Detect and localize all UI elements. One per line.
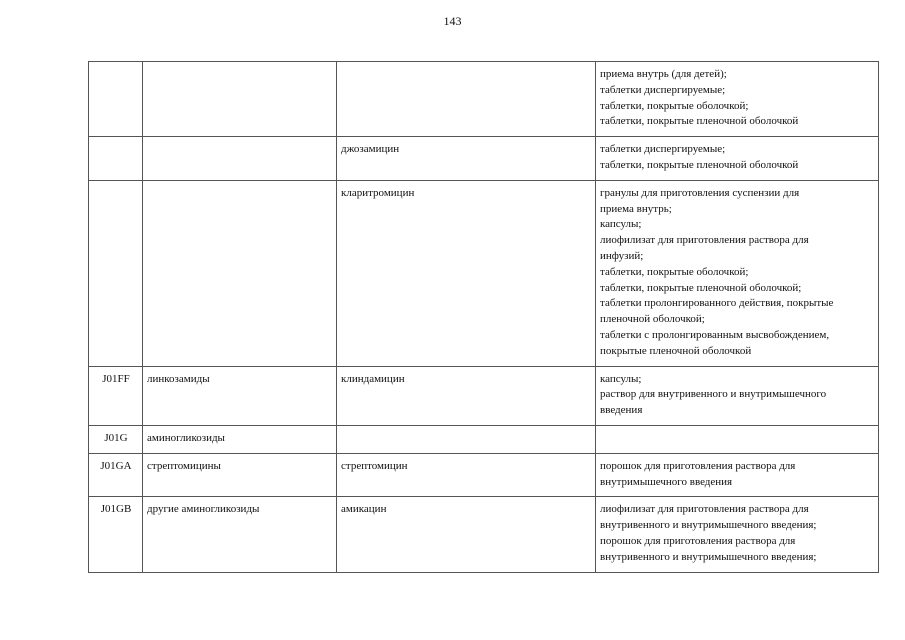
group-name-cell: линкозамиды <box>143 366 337 425</box>
atc-code-cell: J01GB <box>89 497 143 572</box>
atc-code-cell <box>89 137 143 181</box>
dosage-form-line: внутримышечного введения <box>600 475 733 488</box>
dosage-form-line: внутривенного и внутримышечного введения; <box>600 550 817 563</box>
atc-code-cell: J01FF <box>89 366 143 425</box>
drug-table <box>88 61 879 573</box>
table-row <box>89 497 879 572</box>
table-row <box>89 366 879 425</box>
dosage-form-line: таблетки пролонгированного действия, покрытые <box>600 297 834 310</box>
table-row <box>89 180 879 366</box>
group-name-cell <box>143 137 337 181</box>
dosage-forms-cell <box>596 497 879 572</box>
dosage-forms-cell <box>596 453 879 497</box>
table-row <box>89 453 879 497</box>
dosage-form-line: введения <box>600 404 643 417</box>
dosage-forms-cell <box>596 366 879 425</box>
dosage-form-line: капсулы; <box>600 372 642 385</box>
group-name-cell <box>143 62 337 137</box>
dosage-form-line: таблетки, покрытые пленочной оболочкой <box>600 115 799 128</box>
drug-name-cell: стрептомицин <box>337 453 596 497</box>
dosage-form-line: таблетки, покрытые оболочкой; <box>600 99 749 112</box>
table-row <box>89 137 879 181</box>
page-number: 143 <box>443 14 462 28</box>
dosage-form-line: покрытые пленочной оболочкой <box>600 344 752 357</box>
drug-name-cell: джозамицин <box>337 137 596 181</box>
dosage-form-line: порошок для приготовления раствора для <box>600 459 796 472</box>
dosage-forms-cell <box>596 425 879 453</box>
dosage-form-line: внутривенного и внутримышечного введения; <box>600 519 817 532</box>
drug-table-body <box>89 62 879 573</box>
dosage-form-line: таблетки, покрытые пленочной оболочкой <box>600 158 799 171</box>
dosage-form-line: порошок для приготовления раствора для <box>600 534 796 547</box>
dosage-form-line: таблетки, покрытые пленочной оболочкой; <box>600 281 802 294</box>
atc-code-cell: J01GA <box>89 453 143 497</box>
dosage-form-line: гранулы для приготовления суспензии для <box>600 186 800 199</box>
dosage-form-line: приема внутрь (для детей); <box>600 68 727 80</box>
table-row <box>89 62 879 137</box>
dosage-forms-cell <box>596 62 879 137</box>
group-name-cell: другие аминогликозиды <box>143 497 337 572</box>
dosage-form-line: капсулы; <box>600 218 642 231</box>
dosage-form-line: пленочной оболочкой; <box>600 313 705 326</box>
group-name-cell <box>143 180 337 366</box>
drug-name-cell: клиндамицин <box>337 366 596 425</box>
dosage-form-line: лиофилизат для приготовления раствора для <box>600 234 809 247</box>
atc-code-cell <box>89 62 143 137</box>
dosage-form-line: приема внутрь; <box>600 202 672 215</box>
drug-name-cell: амикацин <box>337 497 596 572</box>
dosage-forms-cell <box>596 137 879 181</box>
table-row <box>89 425 879 453</box>
dosage-form-line: таблетки диспергируемые; <box>600 143 726 156</box>
dosage-form-line: таблетки с пролонгированным высвобождением, <box>600 328 830 341</box>
atc-code-cell: J01G <box>89 425 143 453</box>
drug-name-cell <box>337 62 596 137</box>
dosage-form-line: раствор для внутривенного и внутримышечного <box>600 388 827 401</box>
drug-name-cell <box>337 425 596 453</box>
dosage-form-line: таблетки, покрытые оболочкой; <box>600 265 749 278</box>
dosage-form-line: таблетки диспергируемые; <box>600 83 726 96</box>
dosage-forms-cell <box>596 180 879 366</box>
atc-code-cell <box>89 180 143 366</box>
drug-name-cell: кларитромицин <box>337 180 596 366</box>
dosage-form-line: инфузий; <box>600 249 644 262</box>
dosage-form-line: лиофилизат для приготовления раствора для <box>600 503 809 516</box>
group-name-cell: стрептомицины <box>143 453 337 497</box>
group-name-cell: аминогликозиды <box>143 425 337 453</box>
